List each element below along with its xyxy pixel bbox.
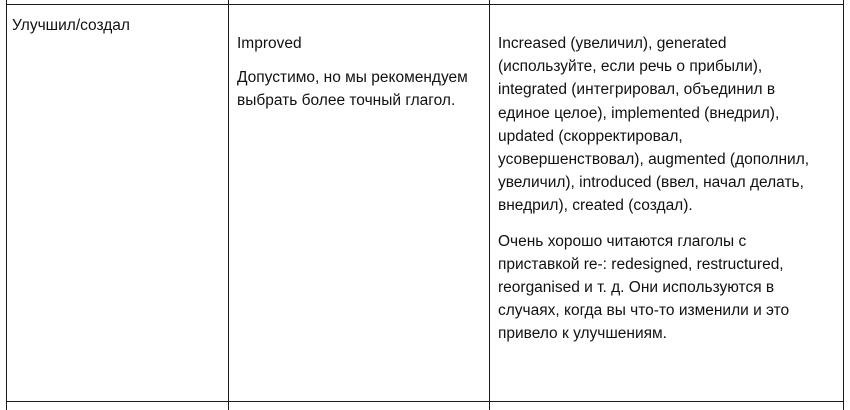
alternatives-list: Increased (увеличил), generated (используйте, если речь о прибыли), integrated (интегрировал, объединил в единое целое), implemented (внедрил), updated (скорректировал, усовершенствовал), augmented (дополнил, увеличил), introduced (ввел, начал делать, внедрил), created (создал). (498, 35, 810, 215)
table-border-left (6, 0, 7, 410)
alternatives-tip: Очень хорошо читаются глаголы с приставкой re-: redesigned, restructured, reorganised и т. д. Они используются в случаях, когда вы что-то изменили и это привело к улучшениям. (498, 232, 790, 343)
table-border-right (843, 0, 844, 410)
column-divider-2 (489, 0, 490, 410)
table-cell-weak-verb (237, 32, 477, 113)
row-bottom-border (6, 401, 844, 402)
weak-verb-word: Improved (237, 35, 302, 52)
column-divider-1 (228, 0, 229, 410)
term-text: Улучшил/создал (12, 17, 130, 34)
table-cell-term (12, 14, 217, 37)
row-top-border (6, 4, 844, 5)
weak-verb-note: Допустимо, но мы рекомендуем выбрать более точный глагол. (237, 69, 468, 110)
table-cell-alternatives (498, 32, 828, 346)
